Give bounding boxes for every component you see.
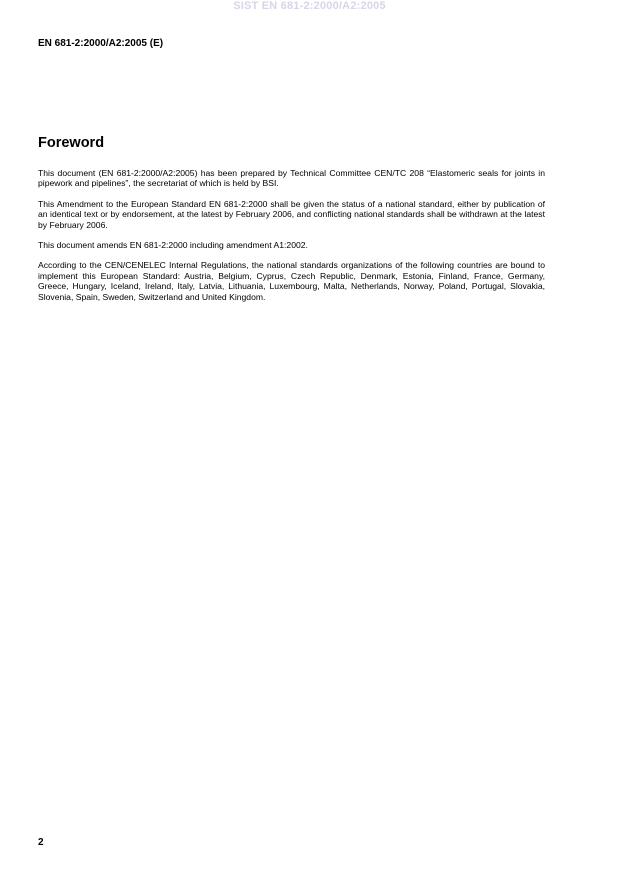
foreword-paragraph-4: According to the CEN/CENELEC Internal Regulations, the national standards organizations of the following countries are bound to implement this European Standard: Austria, Belgium, Cyprus, Czech Republic, Denmark, Estonia, Finland, France, Germany, Greece, Hungary, Iceland, Ireland, Italy, Latvia, Lithuania, Luxembourg, Malta, Netherlands, Norway, Poland, Portugal, Slovakia, Slovenia, Spain, Sweden, Switzerland and United Kingdom.: [38, 260, 545, 302]
foreword-paragraph-1: This document (EN 681-2:2000/A2:2005) has been prepared by Technical Committee CEN/TC 208 “Elastomeric seals for joints in pipework and pipelines”, the secretariat of which is held by BSI.: [38, 168, 545, 189]
foreword-paragraph-3: This document amends EN 681-2:2000 including amendment A1:2002.: [38, 240, 308, 251]
document-id-header: EN 681-2:2000/A2:2005 (E): [38, 38, 164, 49]
watermark-text: SIST EN 681-2:2000/A2:2005: [233, 0, 386, 12]
foreword-paragraph-2: This Amendment to the European Standard EN 681-2:2000 shall be given the status of a national standard, either by publication of an identical text or by endorsement, at the latest by February 2006, and conflicting national standards shall be withdrawn at the latest by February 2006.: [38, 198, 545, 230]
page-number: 2: [38, 837, 44, 848]
foreword-body: [38, 168, 545, 312]
foreword-title: Foreword: [38, 135, 105, 151]
